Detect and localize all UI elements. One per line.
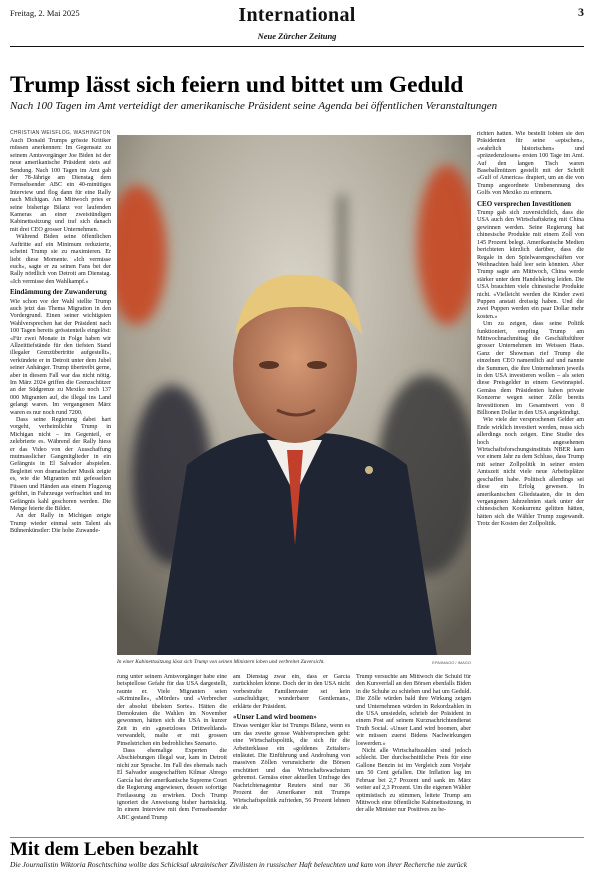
paragraph: richten hatten. Wie bestellt lobten sie den Präsidenten für seine «epischen», «wahrlich historischen» und «präzedenzlosen» ersten 100 Tage im Amt. Auf den langen Tisch waren Baseballmützen gestellt mit der Schrift «Gulf of America» drapiert, um an die von Trump angeordnete Umbenennung des Golfs von Mexiko zu erinnern. xyxy=(477,131,584,197)
trump-photo xyxy=(117,135,471,655)
article1-column-3 xyxy=(233,674,350,832)
page-number: 3 xyxy=(578,5,584,19)
paragraph: Trump versuchte am Mittwoch die Schuld für den Kursverfall an den Börsen ebenfalls Biden in die Schuhe zu schieben und hat um Geduld. Die Zölle würden bald ihre Wirkung zeigen und Unternehmen würden in Rekordzahlen in die USA umsiedeln, schrieb der Präsident in einem Post auf seinem Kurznachrichtendienst Truth Social. «Unser Land wird boomen, aber wir müssen zuerst Bidens Nachwirkungen loswerden.» xyxy=(356,674,471,747)
paragraph: am Dienstag zwar ein, dass er García zurückholen könne. Doch der in den USA nicht vorbestrafte Familienvater sei kein «unschuldiger, wunderbarer Gentleman», erklärte der Präsident. xyxy=(233,674,350,710)
page-header xyxy=(10,4,584,47)
article2-subheadline: Die Journalistin Wiktoria Roschtschina wollte das Schicksal ukrainischer Zivilisten in russischer Haft beleuchten und kam von ihrer Recherche nie zurück xyxy=(10,860,467,869)
paragraph: Während Biden seine öffentlichen Auftritte auf ein Minimum reduzierte, scheint Trump sie zu maximieren. Er liebt diese Momente. «Ich vermisse euch», sagte er zu seinen Fans bei der Rally nördlich von Detroit am Dienstag. «Ich vermisse den Wahlkampf.» xyxy=(10,234,111,285)
article1-column-2 xyxy=(117,674,227,832)
subheading: CEO versprechen Investitionen xyxy=(477,199,571,208)
article1-subheadline: Nach 100 Tagen im Amt verteidigt der amerikanische Präsident seine Agenda bei öffentlichen Veranstaltungen xyxy=(10,100,498,112)
article1-headline: Trump lässt sich feiern und bittet um Geduld xyxy=(10,72,464,98)
paragraph: Trump gab sich zuversichtlich, dass die USA auch den Wirtschaftskrieg mit China gewinnen werden. Seine Regierung hat chinesische Produkte mit einem Zoll von 145 Prozent belegt. Amerikanische Medien berichteten kürzlich darüber, dass die Regale in den Spielwarengeschäften vor Weihnachten bald leer sein könnten. Aber Trump sagte am Mittwoch, China werde stärker unter dem Handelskrieg leiden. Die USA brauchten viele chinesische Produkte nicht. «Vielleicht werden die Kinder zwei Puppen anstatt dreissig haben. Und die zwei Puppen werden ein paar Dollar mehr kosten.» xyxy=(477,210,584,320)
paragraph: Etwas weniger klar ist Trumps Bilanz, wenn es um das zweite grosse Wahlversprechen geht: eine Wirtschaftspolitik, die sich für die Arbeiterklasse ein «goldenes Zeitalter» einläutet. Die Einführung und Androhung von massiven Zöllen verunsicherte die Börsen erschüttert und das Wirtschaftswachstum gebremst. Gemäss einer aktuellen Umfrage des Nachrichtenagentur Reuters sind nur 36 Prozent der Amerikaner mit Trumps Wirtschaftspolitik zufrieden, 56 Prozent lehnen sie ab. xyxy=(233,723,350,811)
paragraph: Um zu zeigen, dass seine Politik funktioniert, empfing Trump am Mittwochnachmittag die Geschäftsführer grosser Unternehmen im Weissen Haus. Ganz der Showman rief Trump die einzelnen CEO namentlich auf und nannte die Summen, die ihre Unternehmen jeweils in den USA investieren wollen – als seien diese Preisgelder in einem Gewinnspiel. Gemäss dem Präsidenten haben private Konzerne wegen seiner Zölle bereits Investitionen im Gesamtwert von 8 Billionen Dollar in den USA angekündigt. xyxy=(477,321,584,417)
paragraph: Dass seine Regierung dabei hart vorgeht, verheimlichte Trump in Michigan nicht – im Gegenteil, er zelebrierte es. Während der Rally hiess er das Video von der Ausschaffung mutmasslicher Gangmitglieder in ein Gefängnis in El Salvador abspielen. Begleitet von dramatischer Musik zeigte es, wie die Migranten mit gefesselten Füssen und Händen aus einem Flugzeug geführt, in Fahrzeuge verfrachtet und im Gefängnis kahl geschoren werden. Die Menge feierte die Bilder. xyxy=(10,417,111,512)
photo-image xyxy=(117,135,471,655)
article-separator xyxy=(10,837,584,838)
paragraph: Dass ehemalige Experten die Abschiebungen illegal war, kam in Detroit nicht zur Sprache. Im Fall des ehemals nach El Salvador ausgeschafften Kilmar Abrego García hat der amerikanische Supreme Court die Regierung angewiesen, dessen sofortige Freilassung zu erwirken. Doch Trump ignoriert die Anweisung bisher hartnäckig. In einem Interview mit dem Fernsehsender ABC gestand Trump xyxy=(117,748,227,821)
photo-caption: In einer Kabinettssitzung lässt sich Trump von seinen Ministern loben und verbreitet Zuversicht. xyxy=(117,659,325,665)
paragraph: Wie schon vor der Wahl stellte Trump auch jetzt das Thema Migration in den Vordergrund. Einen seiner wichtigsten Wahlversprechen hat der Präsident nach 100 Tagen bereits grösstenteils eingelöst: «Für zwei Monate in Folge haben wir Allzeittiefstände für den tiefsten Stand illegaler Grenzübertritte aufgestellt», verkündete er in Detroit unter dem Jubel seiner Anhänger. Trump übertreibt gerne, aber in diesem Fall war das nicht nötig. Im März 2024 griffen die Grenzschützer an der Südgrenze zu Mexiko noch 137 000 Migranten auf, die illegal ins Land gelangt waren. Im vergangenen März waren es nur noch rund 7200. xyxy=(10,298,111,416)
subheading: Eindämmung der Zuwanderung xyxy=(10,288,107,297)
paragraph: Nicht alle Wirtschaftszahlen sind jedoch schlecht. Der durchschnittliche Preis für eine Gallone Benzin ist im Vergleich zum Vorjahr um 50 Cent gefallen. Die Inflation lag im Februar bei 2,7 Prozent und sank im März weiter auf 2,3 Prozent. Um die eigenen Wähler optimistisch zu stimmen, leitete Trump am Mittwoch eine öffentliche Kabinettssitzung, in der alle Minister nur Positives zu be- xyxy=(356,748,471,814)
article1-column-1 xyxy=(10,138,111,670)
issue-date: Freitag, 2. Mai 2025 xyxy=(10,8,80,18)
paragraph: rung unter seinem Amtsvorgänger habe eine beispiellose Gefahr für das USA dargestellt, raunte er. Viele Migranten seien «Kriminelle», «Mörder» und «Verbrecher der absolut übelsten Sorte». Hätten die Demokraten die Wahlen im November gewonnen, hätten sich die USA in kurzer Zeit in ein «gesetzloses Drittweltland» verwandelt, malte er mit grossen Pinselstrichen ein bedrohliches Szenario. xyxy=(117,674,227,747)
paragraph: Wie viele der versprochenen Gelder am Ende wirklich investiert werden, muss sich allerdings noch zeigen. Eine Studie des hoch angesehenen Wirtschaftsforschungsinstituts NBER kam vor einem Jahr zu dem Schluss, dass Trump mit seiner Zollpolitik in seiner ersten Amtszeit nicht viele neue Arbeitsplätze geschaffen habe. Politisch allerdings sei diese ein Erfolg gewesen. In amerikanischen Gliedstaaten, die in den vergangenen Jahrzehnten stark unter der chinesischen Konkurrenz gelitten hätten, hätten sich die Wähler Trump zugewandt. Trotz der Kosten der Zollpolitik. xyxy=(477,417,584,528)
article1-column-4 xyxy=(356,674,471,832)
article1-column-5 xyxy=(477,131,584,836)
photo-credit: EPA/IMAGO / IMAGO xyxy=(432,660,471,665)
article2-headline: Mit dem Leben bezahlt xyxy=(10,839,199,860)
newspaper-name: Neue Zürcher Zeitung xyxy=(257,31,337,41)
paragraph: An der Rally in Michigan zeigte Trump wieder einmal sein Talent als Bühnenkünstler: Die hohe Zuwande- xyxy=(10,513,111,535)
section-title: International xyxy=(238,4,356,26)
subheading: «Unser Land wird boomen» xyxy=(233,713,317,722)
article1-byline: CHRISTIAN WEISFLOG, WASHINGTON xyxy=(10,130,111,136)
paragraph: Auch Donald Trumps grösste Kritiker müssen anerkennen: Im Gegensatz zu seinem Amtsvorgänger Joe Biden ist der neue amerikanische Präsident stets auf Sendung. Nach 100 Tagen im Amt gab der 78-Jährige am Dienstag dem Fernsehsender ABC ein 40-minütiges Interview und flog dann für eine Rally nach Michigan. Am Mittwoch pries er seine bisherige Bilanz vor laufenden Kameras an einer zweistündigen Kabinettssitzung und traf sich danach mit drei CEO grosser Unternehmen. xyxy=(10,138,111,233)
